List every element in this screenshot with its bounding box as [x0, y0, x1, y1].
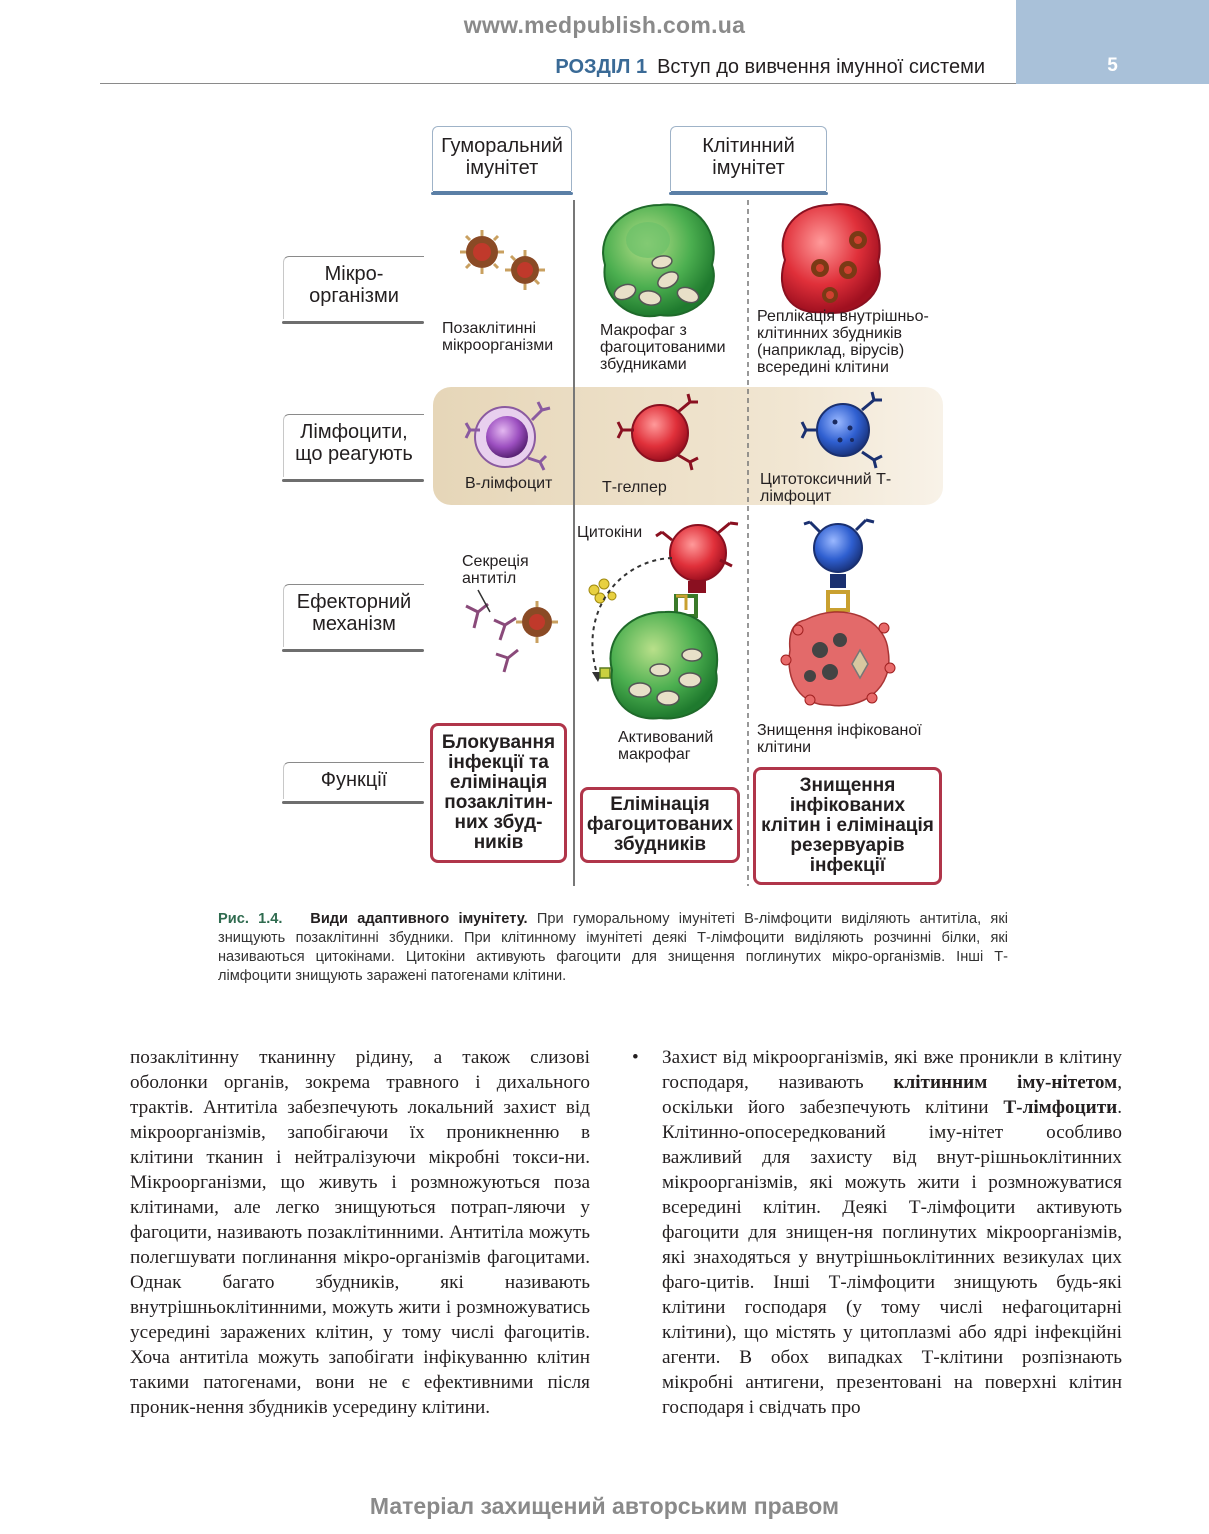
- caption-number: Рис. 1.4.: [218, 911, 283, 927]
- caption-text: При гуморальному імунітеті В-лімфоцити виділяють антитіла, які знищують позаклітинні збудники. При клітинному імунітеті деякі Т-лімфоцити виділяють розчинні білки, які називаються цитокінами. Цитокіни активують фагоцити для знищення поглинутих мікро-організмів. Інші Т-лімфоцити знищують заражені патогенами клітини.: [218, 911, 1008, 984]
- cellular-immunity-header: Клітинний імунітет: [670, 126, 827, 191]
- humoral-immunity-header: Гуморальний імунітет: [432, 126, 572, 191]
- term-t-lymphocytes: Т-лімфоцити: [1003, 1097, 1118, 1118]
- right-text-1: Захист від мікроорганізмів, які вже проникли в клітину господаря, називають: [662, 1047, 1122, 1093]
- ctl-killing-icon: [781, 520, 895, 706]
- page-number: 5: [1107, 55, 1118, 76]
- activated-macrophage-icon: [600, 612, 717, 719]
- right-text-3: . Клітинно-опосередкований іму-нітет особливо важливий для захисту від внут-рішньоклітинних мікроорганізмів, які можуть жити і розмножуватися всередині клітин. Деякі Т-лімфоцити активують фагоцити для знищен-ня поглинутих мікроорганізмів, які знаходяться у внутрішньоклітинних везикулах цих фаго-цитів. Інші Т-лімфоцити знищують будь-які клітини господаря (у тому числі нефагоцитарні клітини), що містять у цитоплазмі або ядрі інфекційні агенти. В обох випадках Т-клітини розпізнають мікробні антигени, презентовані на поверхні клітин господаря і свідчать про: [662, 1097, 1122, 1418]
- row-label-effector: Ефекторний механізм: [283, 584, 424, 647]
- extracellular-microbe-icon: [460, 230, 545, 290]
- copyright-notice: Матеріал захищений авторським правом: [369, 1493, 840, 1519]
- label-killing-infected: Знищення інфікованої клітини: [757, 722, 922, 756]
- label-extracellular: Позаклітинні мікроорганізми: [442, 320, 554, 354]
- label-activated-macrophage: Активований макрофаг: [618, 729, 714, 763]
- right-text-2: , оскільки його забезпечують клітини: [662, 1072, 1122, 1118]
- site-url[interactable]: www.medpublish.com.ua: [463, 12, 746, 38]
- function-box-humoral: Блокування інфекції та елімінація позаклітин-них збуд-ників: [430, 723, 567, 863]
- row-label-functions: Функції: [283, 762, 424, 799]
- body-right-column: [662, 1045, 1122, 1420]
- section-title: Вступ до вивчення імунної системи: [657, 56, 985, 78]
- antibody-icon: [466, 590, 518, 672]
- label-intracellular: Реплікація внутрішньо-клітинних збудників (наприклад, вірусів) всередині клітини: [757, 308, 929, 376]
- label-t-helper: Т-гелпер: [602, 479, 667, 496]
- row-label-lymphocytes: Лімфоцити, що реагують: [283, 414, 424, 477]
- function-box-ctl: Знищення інфікованих клітин і елімінація резервуарів інфекції: [753, 767, 942, 885]
- label-ctl: Цитотоксичний Т-лімфоцит: [760, 471, 892, 505]
- section-label: РОЗДІЛ 1: [555, 56, 648, 78]
- extracellular-microbe-effector-icon: [516, 601, 558, 643]
- cytokine-icon: [589, 579, 616, 603]
- macrophage-icon: [603, 205, 714, 317]
- label-macrophage-phagocytosed: Макрофаг з фагоцитованими збудниками: [600, 322, 726, 373]
- label-antibody-secretion: Секреція антитіл: [462, 553, 529, 587]
- row-label-microbes: Мікро-організми: [283, 256, 424, 319]
- figure-caption: [218, 910, 1008, 986]
- effector-t-helper-icon: [656, 523, 738, 616]
- label-cytokines: Цитокіни: [577, 524, 643, 541]
- function-box-macrophage: Елімінація фагоцитованих збудників: [580, 787, 740, 863]
- body-left-column: позаклітинну тканинну рідину, а також слизові оболонки органів, зокрема травного і дихального трактів. Антитіла забезпечують локальний захист від мікроорганізмів, запобігаючи їх проникненню в клітини тканин і нейтралізуючи мікробні токси-ни. Мікроорганізми, що живуть і розмножуються поза клітинами, але легко знищуються потрап-ляючи у фагоцити, називають позаклітинними. Антитіла можуть полегшувати поглинання мікро-організмів фагоцитами. Однак багато збудників, які називають внутрішньоклітинними, можуть жити і розмножуватись усередині заражених клітин, у тому числі фагоцитів. Хоча антитіла можуть запобігати інфікуванню клітин такими патогенами, вони не є ефективними після проник-нення збудників усередину клітини.: [130, 1047, 590, 1418]
- infected-cell-icon: [782, 204, 880, 313]
- term-cellular-immunity: клітинним іму-нітетом: [893, 1072, 1118, 1093]
- caption-title: Види адаптивного імунітету.: [310, 911, 528, 927]
- bullet: •: [632, 1047, 639, 1068]
- label-b-cell: В-лімфоцит: [465, 475, 553, 492]
